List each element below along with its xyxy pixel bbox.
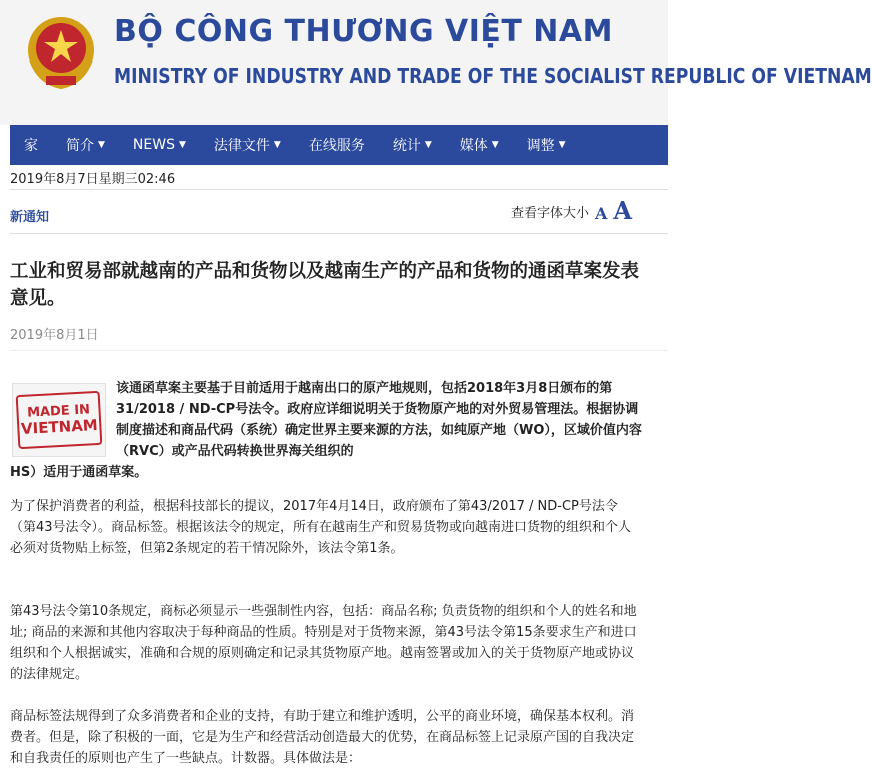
nav-label: 法律文件: [213, 138, 270, 154]
section-label[interactable]: 新通知: [10, 210, 50, 225]
article-title: 工业和贸易部就越南的产品和货物以及越南生产的产品和货物的通函草案发表意见。: [10, 261, 640, 309]
article-lead-text: 该通函草案主要基于目前适用于越南出口的原产地规则，包括2018年3月8日颁布的第31/2018 / ND-CP号法令。政府应详细说明关于货物原产地的对外贸易管理法。根据协调制度描述和商品代码（系统）确定世界主要来源的方法，如纯原产地（WO），区域价值内容（RVC）或产品代码转换世界海关组织的: [116, 381, 642, 459]
chevron-down-icon: ▼: [178, 140, 186, 150]
main-nav: [10, 125, 668, 165]
font-size-label: 查看字体大小: [510, 206, 589, 221]
nav-item-statistics[interactable]: [379, 125, 446, 165]
made-in-vietnam-image: [12, 383, 106, 457]
chevron-down-icon: ▼: [491, 140, 499, 150]
nav-item-media[interactable]: [446, 125, 513, 165]
nav-label: 媒体: [459, 138, 488, 154]
divider: [10, 189, 668, 190]
nav-item-online-services[interactable]: [295, 125, 379, 165]
chevron-down-icon: ▼: [98, 140, 105, 150]
chevron-down-icon: ▼: [273, 140, 281, 150]
nav-item-intro[interactable]: [52, 125, 119, 165]
nav-item-adjust[interactable]: [513, 125, 580, 165]
nav-label: 在线服务: [308, 138, 365, 154]
stamp-line-1: MADE IN: [26, 402, 91, 421]
article-paragraph: 第43号法令第10条规定，商标必须显示一些强制性内容，包括：商品名称; 负责货物的组织和个人的姓名和地址; 商品的来源和其他内容取决于每种商品的性质。特别是对于货物来源，第43号法令第15条要求生产和进口组织和个人根据诚实，准确和合规的原则确定和记录其货物原产地。越南签署或加入的关于货物原产地或协议的法律规定。: [10, 604, 637, 682]
nav-label: 简介: [66, 138, 94, 154]
chevron-down-icon: ▼: [558, 140, 566, 150]
article-paragraph: 为了保护消费者的利益，根据科技部长的提议，2017年4月14日，政府颁布了第43/2017 / ND-CP号法令（第43号法令）。商品标签。根据该法令的规定，所有在越南生产和贸易货物或向越南进口货物的组织和个人必须对货物贴上标签，但第2条规定的若干情况除外，该法令第1条。: [10, 499, 632, 556]
nav-label: 家: [24, 138, 38, 154]
current-datetime: 2019年8月7日星期三02:46: [10, 172, 176, 187]
divider: [10, 233, 668, 234]
nav-item-legal[interactable]: [200, 125, 295, 165]
site-header: [0, 0, 872, 125]
site-title-vietnamese[interactable]: BỘ CÔNG THƯƠNG VIỆT NAM: [114, 14, 613, 49]
font-decrease-button[interactable]: A: [594, 204, 608, 223]
stamp-line-2: VIETNAM: [20, 415, 99, 438]
nav-label: 调整: [526, 138, 555, 154]
site-title-english[interactable]: MINISTRY OF INDUSTRY AND TRADE OF THE SOCIALIST REPUBLIC OF VIETNAM: [114, 64, 872, 88]
nav-label: NEWS: [132, 137, 175, 153]
chevron-down-icon: ▼: [424, 140, 432, 150]
article-lead-tail: HS）适用于通函草案。: [10, 465, 148, 480]
nav-item-home[interactable]: [10, 125, 52, 165]
national-emblem-icon[interactable]: [18, 12, 104, 92]
article-paragraph: 商品标签法规得到了众多消费者和企业的支持，有助于建立和维护透明，公平的商业环境，确保基本权利。消费者。但是，除了积极的一面，它是为生产和经营活动创造最大的优势，在商品标签上记录原产国的自我决定和自我责任的原则也产生了一些缺点。计数器。具体做法是：: [10, 709, 635, 766]
made-in-vietnam-stamp: [16, 391, 103, 449]
nav-label: 统计: [392, 138, 421, 154]
font-size-controls: [511, 196, 632, 225]
font-increase-button[interactable]: A: [613, 196, 632, 225]
divider: [10, 350, 668, 351]
article-date: 2019年8月1日: [10, 328, 99, 343]
nav-item-news[interactable]: [119, 125, 200, 165]
